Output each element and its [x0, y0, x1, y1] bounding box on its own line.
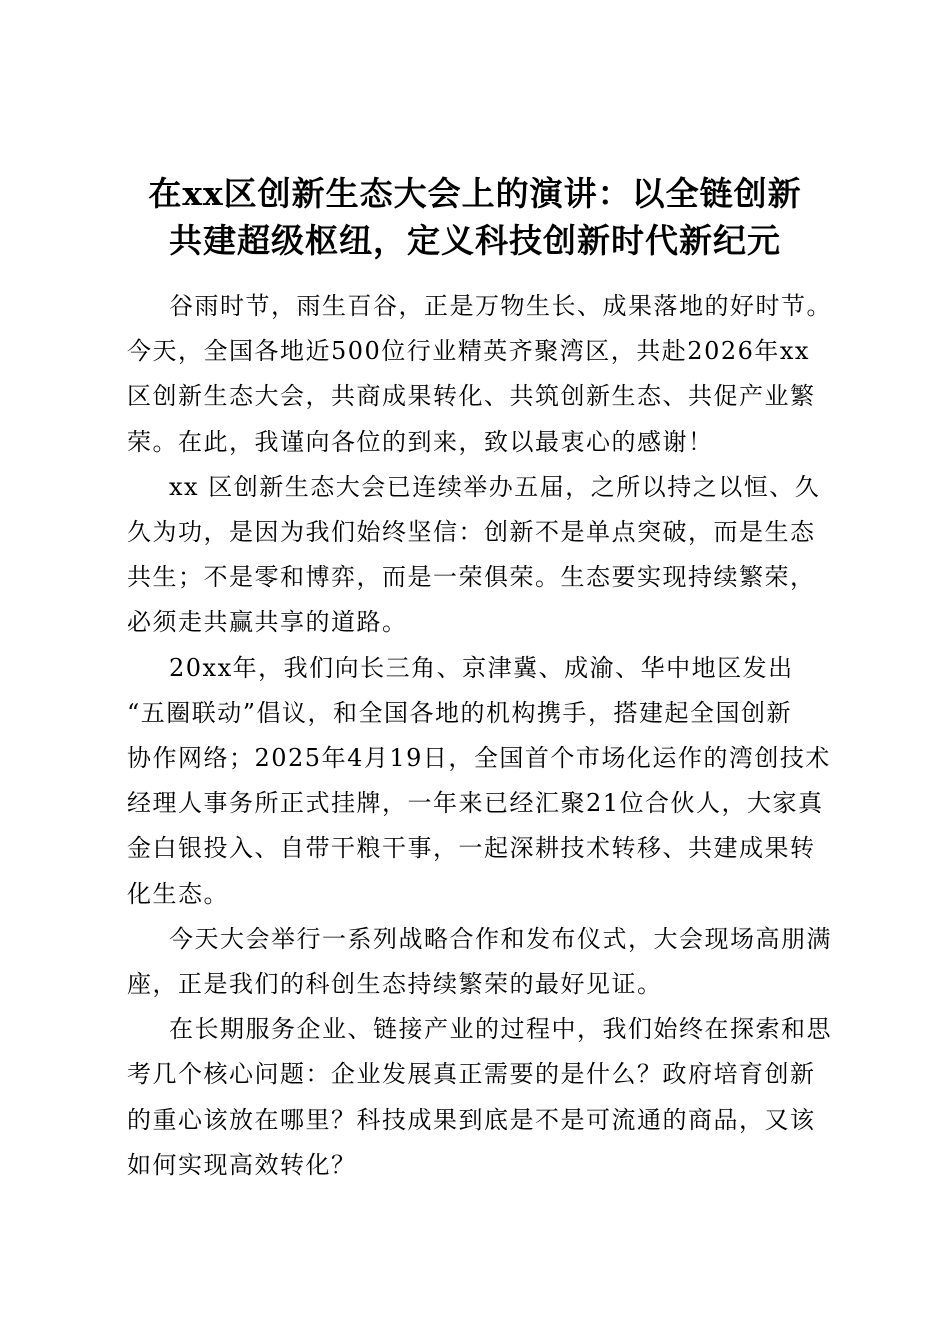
paragraph-line: 考几个核心问题：企业发展真正需要的是什么？政府培育创新	[127, 1060, 816, 1089]
paragraph-line: 荣。在此，我谨向各位的到来，致以最衷心的感谢！	[127, 427, 714, 456]
paragraph-questions	[127, 1007, 832, 1188]
paragraph-line: 的重心该放在哪里？科技成果到底是不是可流通的商品，又该	[127, 1105, 816, 1134]
paragraph-line: xx 区创新生态大会已连续举办五届，之所以持之以恒、久	[169, 472, 821, 501]
page-title	[100, 170, 850, 264]
paragraph-line: 区创新生态大会，共商成果转化、共筑创新生态、共促产业繁	[127, 382, 816, 411]
document-body	[127, 284, 832, 1188]
paragraph-line: 座，正是我们的科创生态持续繁荣的最好见证。	[127, 970, 663, 999]
paragraph-ceremony	[127, 917, 832, 1007]
paragraph-line: 今天，全国各地近500位行业精英齐聚湾区，共赴2026年xx	[127, 337, 810, 366]
title-line: 在xx区创新生态大会上的演讲：以全链创新	[148, 174, 802, 213]
paragraph-line: 化生态。	[127, 879, 229, 908]
paragraph-ecosystem	[127, 465, 827, 646]
paragraph-line: 谷雨时节，雨生百谷，正是万物生长、成果落地的好时节。	[169, 292, 832, 320]
paragraph-line: 如何实现高效转化？	[127, 1150, 357, 1179]
paragraph-line: 久为功，是因为我们始终坚信：创新不是单点突破，而是生态	[127, 518, 816, 547]
paragraph-line: 20xx年，我们向长三角、京津冀、成渝、华中地区发出	[169, 653, 794, 682]
paragraph-network	[127, 646, 831, 917]
paragraph-line: 共生；不是零和博弈，而是一荣俱荣。生态要实现持续繁荣，	[127, 563, 816, 592]
paragraph-line: 今天大会举行一系列战略合作和发布仪式，大会现场高朋满	[169, 924, 832, 953]
paragraph-line: 经理人事务所正式挂牌，一年来已经汇聚21位合伙人，大家真	[127, 789, 824, 818]
title-line: 共建超级枢纽，定义科技创新时代新纪元	[169, 221, 781, 260]
paragraph-line: 协作网络；2025年4月19日，全国首个市场化运作的湾创技术	[127, 744, 831, 773]
paragraph-line: 在长期服务企业、链接产业的过程中，我们始终在探索和思	[169, 1015, 832, 1044]
paragraph-line: 金白银投入、自带干粮干事，一起深耕技术转移、共建成果转	[127, 834, 816, 863]
paragraph-opening	[127, 284, 832, 465]
paragraph-line: “五圈联动”倡议，和全国各地的机构携手，搭建起全国创新	[127, 698, 793, 727]
paragraph-line: 必须走共赢共享的道路。	[127, 608, 408, 637]
